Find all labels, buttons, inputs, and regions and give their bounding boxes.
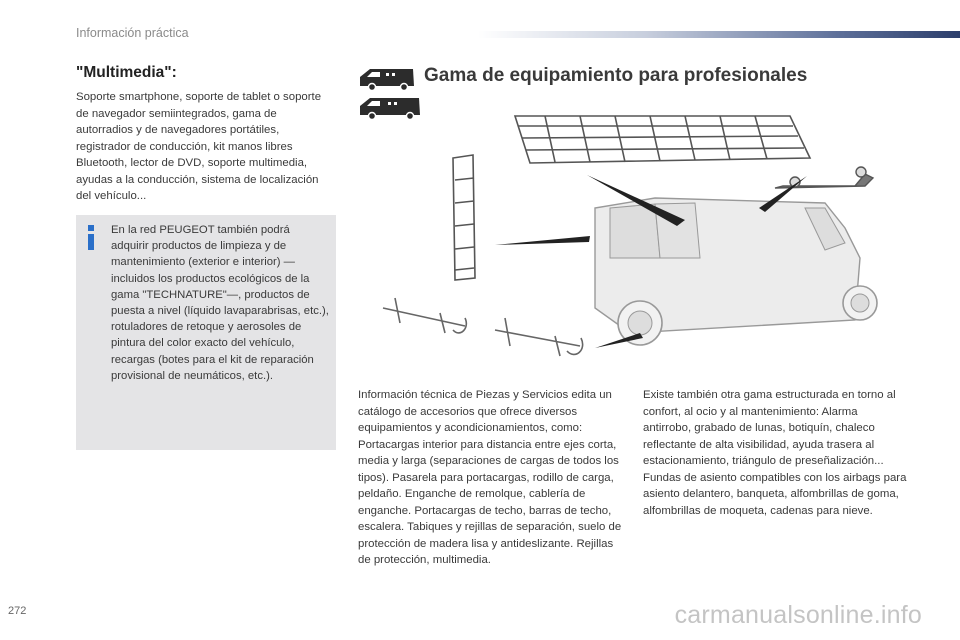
ladder-icon [453, 155, 475, 280]
multimedia-paragraph: Soporte smartphone, soporte de tablet o soporte de navegador semiintegrados, gama de autorradios y de navegadores portátiles, registrador de conducción, kit manos libres Bluetooth, lector de DVD, soporte multimedia, ayudas a la conducción, sistema de localización del vehículo... [76, 91, 322, 202]
van-drawing [595, 198, 877, 345]
page-section-title: Información práctica [76, 26, 189, 40]
gama-column-2: Existe también otra gama estructurada en torno al confort, al ocio y al mantenimiento: Alarma antirrobo, grabado de lunas, botiquín, chaleco reflectante de alta visibilidad, ayuda trasera al estacionamiento, triángulo de preseñalización... Fundas de asiento compatibles con los airbags para asiento delantero, banqueta, alfombrillas de goma, alfombrillas de moqueta, cadenas para nieve. [643, 389, 907, 517]
header-gradient-bar [478, 31, 960, 38]
tow-hook-icon [383, 298, 583, 356]
gama-heading: Gama de equipamiento para profesionales [424, 65, 808, 86]
info-box [76, 215, 336, 450]
info-icon [85, 225, 97, 251]
van-icon [358, 66, 416, 92]
info-box-text: En la red PEUGEOT también podrá adquirir productos de limpieza y de mantenimiento (exterior e interior) — incluidos los productos ecológicos de la gama "TECHNATURE"—, productos de puesta a nivel (líquido lavaparabrisas, etc.), rotuladores de retoque y aerosoles de pintura del color exacto del vehículo, recargas (botes para el kit de reparación provisional de neumáticos, etc.). [111, 224, 329, 382]
multimedia-heading: "Multimedia": [76, 64, 177, 81]
roof-rack-icon [515, 116, 810, 163]
watermark-text: carmanualsonline.info [674, 601, 922, 629]
page-number: 272 [8, 605, 27, 617]
gama-column-1: Información técnica de Piezas y Servicios edita un catálogo de accesorios que ofrece diversos equipamientos y acondicionamientos, como: Portacargas interior para distancia entre ejes corta, media y larga (separaciones de cargas de todos los tipos). Pasarela para portacargas, rodillo de carga, peldaño. Enganche de remolque, cablería de enganche. Portacargas de techo, barras de techo, escalera. Tabiques y rejillas de separación, suelo de protección de madera lisa y antideslizante. Rejillas de protección, multimedia. [358, 389, 622, 566]
roof-bars-icon [775, 167, 873, 188]
accessories-illustration [355, 108, 890, 378]
